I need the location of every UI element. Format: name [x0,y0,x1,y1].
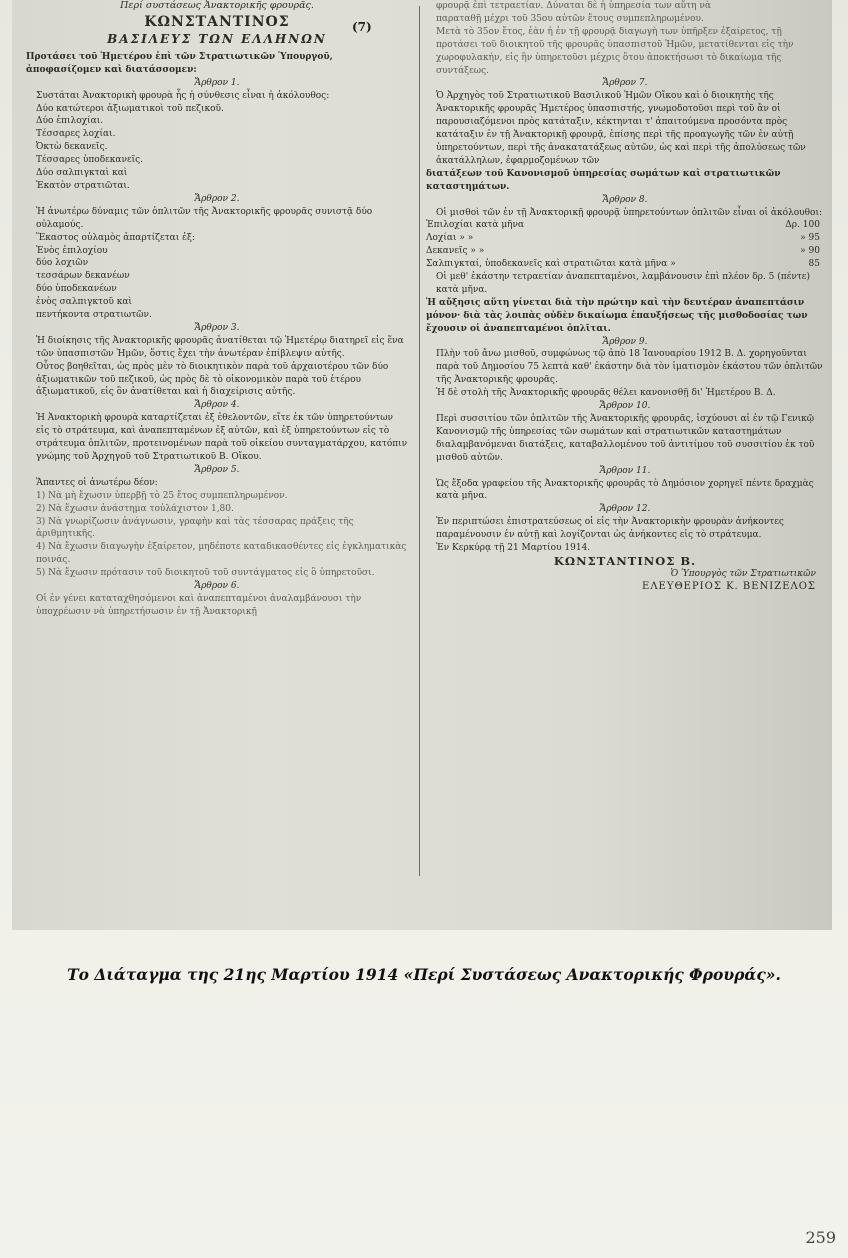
figure-caption: Το Διάταγμα της 21ης Μαρτίου 1914 «Περί Συστάσεως Ανακτορικής Φρουράς». [67,965,781,984]
paragraph: Οἱ μισθοὶ τῶν ἐν τῇ Ἀνακτορικῇ φρουρᾷ ὑπηρετούντων ὁπλιτῶν εἶναι οἱ ἀκόλουθοι: [436,207,823,218]
list-line: Τέσσαρες λοχίαι. [36,129,116,140]
list-line: Ἑνὸς ἐπιλοχίου [36,245,108,256]
salary-amount: » 90 [800,246,820,257]
list-line: Δύο κατώτεροι ἀξιωματικοὶ τοῦ πεζικοῦ. [36,103,224,114]
salary-amount: » 95 [800,233,820,244]
salary-row [426,232,824,245]
signature-minister-name: ΕΛΕΥΘΕΡΙΟΣ Κ. ΒΕΝΙΖΕΛΟΣ [642,580,816,592]
list-line: τεσσάρων δεκανέων [36,271,130,282]
article-heading: Ἄρθρον 6. [194,581,240,592]
list-line: δύο ὑποδεκανέων [36,284,117,295]
paragraph: Πλὴν τοῦ ἄνω μισθοῦ, συμφώνως τῷ ἀπὸ 18 Ἰανουαρίου 1912 Β. Δ. χορηγοῦνται παρὰ τοῦ Δημοσίου 75 λεπτὰ καθ' ἑκάστην διὰ τὸν ἱματισμὸν ἑκάστου τῶν ὁπλιτῶν τῆς Ἀνακτορικῆς φρουρᾶς. [436,349,823,386]
article-heading: Ἄρθρον 1. [194,77,240,88]
paragraph: Ἡ διοίκησις τῆς Ἀνακτορικῆς φρουρᾶς ἀνατίθεται τῷ Ἡμετέρῳ διατηρεῖ εἰς ἕνα τῶν ὑπασπιστῶν Ἡμῶν, ὅστις ἔχει τὴν ἀνωτέραν ἐπίβλεψιν αὐτῆς. [36,335,404,359]
list-line: πεντήκοντα στρατιωτῶν. [36,310,152,321]
paragraph: Συστάται Ἀνακτορικὴ φρουρὰ ἧς ἡ σύνθεσις εἶναι ἡ ἀκόλουθος: [36,90,330,101]
paragraph: Ἐν περιπτώσει ἐπιστρατεύσεως οἱ εἰς τὴν Ἀνακτορικὴν φρουρὰν ἀνήκοντες παραμένουσιν ἐν αὐτῇ καὶ λογίζονται ὡς ἀνήκοντες εἰς τὸ στράτευμα. [436,517,784,541]
article-heading: Ἄρθρον 12. [599,504,651,515]
list-line: Ἑκατὸν στρατιῶται. [36,180,130,191]
salary-row [426,258,824,271]
paragraph: Ὡς ἔξοδα γραφείου τῆς Ἀνακτορικῆς φρουρᾶς τὸ Δημόσιον χορηγεῖ πέντε δραχμὰς κατὰ μῆνα. [436,478,814,502]
paragraph: Ἡ δὲ στολὴ τῆς Ἀνακτορικῆς φρουρᾶς θέλει κανονισθῇ δι' Ἡμετέρου Β. Δ. [436,388,776,399]
salary-label: Σαλπιγκταί, ὑποδεκανεῖς καὶ στρατιῶται κατὰ μῆνα » [426,259,676,270]
scanned-decree [12,0,832,930]
article-heading: Ἄρθρον 9. [602,336,648,347]
list-line: Ὀκτὼ δεκανεῖς. [36,142,108,153]
decree-subtitle: Περί συστάσεως Ἀνακτορικῆς φρουρᾶς. [120,0,314,11]
list-line: Τέσσαρες ὑποδεκανεῖς. [36,155,144,166]
list-line: δύο λοχιῶν [36,258,89,269]
faded-paragraph: παραταθῇ μέχρι τοῦ 35ου αὐτῶν ἔτους συμπεπληρωμένου. [436,13,704,24]
faded-paragraph: 4) Νὰ ἔχωσιν διαγωγὴν ἐξαίρετον, μηδέποτε καταδικασθέντες εἰς ἐγκληματικὰς ποινάς. [36,542,407,566]
list-line: Δύο σαλπιγκταὶ καὶ [36,168,128,179]
faded-paragraph: 5) Νὰ ἔχωσιν πρότασιν τοῦ διοικητοῦ τοῦ συντάγματος εἰς ὃ ὑπηρετοῦσι. [36,568,375,579]
paragraph: Ἅπαντες οἱ ἀνωτέρω δέον: [36,477,158,488]
salary-label: Ἐπιλοχίαι κατὰ μῆνα [426,220,525,231]
decree-king: ΚΩΝΣΤΑΝΤΙΝΟΣ [144,13,290,30]
article-heading: Ἄρθρον 7. [602,78,648,89]
paragraph: Ἡ ἀνωτέρω δύναμις τῶν ὁπλιτῶν τῆς Ἀνακτορικῆς φρουρᾶς συνιστᾷ δύο οὐλαμούς. [36,206,373,230]
article-heading: Ἄρθρον 2. [194,193,240,204]
decree-preamble: Προτάσει τοῦ Ἡμετέρου ἐπὶ τῶν Στρατιωτικῶν Ὑπουργοῦ, ἀποφασίζομεν καὶ διατάσσομεν: [26,51,333,75]
left-column-body [26,77,408,619]
decree-title: ΒΑΣΙΛΕΥΣ ΤΩΝ ΕΛΛΗΝΩΝ [107,31,327,46]
left-column [26,0,408,619]
list-line: Ἐν Κερκύρᾳ τῇ 21 Μαρτίου 1914. [436,543,591,554]
faded-paragraph: Μετὰ τὸ 35ον ἔτος, ἐὰν ἡ ἐν τῇ φρουρᾷ διαγωγὴ των ὑπῆρξεν ἐξαίρετος, τῇ προτάσει τοῦ διοικητοῦ τῆς φρουρᾶς ὑπασπιστοῦ Ἡμῶν, μετατίθενται εἰς τὴν χωροφυλακήν, εἰς ἣν ὑπηρετοῦσι μέχρις ὅτου ἀποκτήσωσι τὸ δικαίωμα τῆς συντάξεως. [436,26,794,76]
faded-paragraph: 2) Νὰ ἔχωσιν ἀνάστημα τοὐλάχιστον 1,80. [36,503,234,514]
article-heading: Ἄρθρον 5. [194,464,240,475]
list-line: ἑνὸς σαλπιγκτοῦ καὶ [36,297,132,308]
book-page-number: 259 [805,1228,836,1247]
paragraph: Ὁ Ἀρχηγὸς τοῦ Στρατιωτικοῦ Βασιλικοῦ Ἡμῶν Οἴκου καὶ ὁ διοικητὴς τῆς Ἀνακτορικῆς φρουρᾶς Ἡμετέρος ὑπασπιστής, γνωμοδοτοῦσι περὶ τοῦ ἂν οἱ παρουσιαζόμενοι πρὸς κατάταξιν, κέκτηνται τ' ἀπαιτούμενα προσόντα πρὸς κατάταξιν ἐν τῇ Ἀνακτορικῇ φρουρᾷ, ἐπίσης περὶ τῆς προαγωγῆς τῶν ἐν αὐτῇ ὑπηρετούντων, περὶ τῆς ἀνακατατάξεως αὐτῶν, ὡς καὶ περὶ τῆς ἀπολύσεως τῶν ἀκατάλληλων, ἐφαρμοζομένων τῶν [436,91,806,166]
paragraph: Οὗτος βοηθεῖται, ὡς πρὸς μὲν τὸ διοικητικὸν παρὰ τοῦ ἀρχαιοτέρου τῶν δύο ἀξιωματικῶν τοῦ πεζικοῦ, ὡς πρὸς δὲ τὸ οἰκονομικὸν παρὰ τοῦ ἑτέρου ἀξιωματικοῦ, εἰς ὃν ἀνατίθεται καὶ ἡ διαχείρισις αὐτῆς. [36,361,389,398]
salary-amount: Δρ. 100 [785,220,820,231]
salary-row [426,219,824,232]
article-heading: Ἄρθρον 8. [602,194,648,205]
salary-amount: 85 [808,259,820,270]
list-line: Δύο ἐπιλοχίαι. [36,116,104,127]
article-heading: Ἄρθρον 10. [599,401,651,412]
decree-page-number: (7) [352,20,372,34]
bold-paragraph: Ἡ αὔξησις αὕτη γίνεται διὰ τὴν πρώτην καὶ τὴν δευτέραν ἀναπεπτάσιν μόνον· διὰ τὰς λοιπὰς οὐδὲν δικαίωμα ἐπαυξήσεως τῆς μισθοδοσίας των ἔχουσιν οἱ ἀναπεπταμένοι ὁπλῖται. [426,297,808,334]
article-heading: Ἄρθρον 3. [194,322,240,333]
salary-row [426,245,824,258]
faded-paragraph: Οἱ ἐν γένει καταταχθησόμενοι καὶ ἀναπεπταμένοι ἀναλαμβάνουσι τὴν ὑποχρέωσιν νὰ ὑπηρετήσωσιν ἐν τῇ Ἀνακτορικῇ [36,593,362,617]
right-column [426,0,824,594]
bold-paragraph: διατάξεων τοῦ Κανονισμοῦ ὑπηρεσίας σωμάτων καὶ στρατιωτικῶν καταστημάτων. [426,168,781,192]
salary-label: Δεκανεῖς » » [426,246,485,257]
faded-paragraph: φρουρᾷ ἐπὶ τετραετίαν. Δύναται δὲ ἡ ὑπηρεσία των αὕτη νὰ [436,1,711,11]
paragraph: Περὶ συσσιτίου τῶν ὁπλιτῶν τῆς Ἀνακτορικῆς φρουρᾶς, ἰσχύουσι αἱ ἐν τῷ Γενικῷ Κανονισμῷ τῆς ὑπηρεσίας τῶν σωμάτων καὶ στρατιωτικῶν καταστημάτων διαλαμβανόμεναι διατάξεις, καταβαλλομένου τοῦ ἀντιτίμου τοῦ συσσιτίου ἐκ τοῦ μισθοῦ αὐτῶν. [436,414,815,463]
paragraph: Ἡ Ἀνακτορικὴ φρουρὰ καταρτίζεται ἐξ ἐθελοντῶν, εἴτε ἐκ τῶν ὑπηρετούντων εἰς τὸ στράτευμα, καὶ ἀναπεπταμένων ἐξ αὐτῶν, καὶ ἐξ ὑπηρετούντων εἰς τὸ στράτευμα ὁπλιτῶν, προτεινομένων παρὰ τοῦ οἰκείου συνταγματάρχου, κατόπιν γνώμης τοῦ Ἀρχηγοῦ τοῦ Στρατιωτικοῦ Β. Οἴκου. [36,413,408,462]
article-heading: Ἄρθρον 4. [194,400,240,411]
salary-label: Λοχίαι » » [426,233,474,244]
list-line: Ἕκαστος οὐλαμὸς ἀπαρτίζεται ἐξ: [36,232,195,243]
signature-minister-title: Ὁ Ὑπουργὸς τῶν Στρατιωτικῶν [670,568,816,579]
right-column-body [426,0,824,555]
column-divider [419,6,420,876]
article-heading: Ἄρθρον 11. [599,465,651,476]
faded-paragraph: 1) Νὰ μὴ ἔχωσιν ὑπερβῇ τὸ 25 ἔτος συμπεπληρωμένον. [36,490,288,501]
faded-paragraph: 3) Νὰ γνωρίζωσιν ἀνάγνωσιν, γραφὴν καὶ τὰς τέσσαρας πράξεις τῆς ἀριθμητικῆς. [36,516,354,540]
signature-king: ΚΩΝΣΤΑΝΤΙΝΟΣ Β. [553,553,697,568]
paragraph: Οἱ μεθ' ἑκάστην τετραετίαν ἀναπεπταμένοι, λαμβάνουσιν ἐπὶ πλέον δρ. 5 (πέντε) κατὰ μῆνα. [436,272,810,295]
